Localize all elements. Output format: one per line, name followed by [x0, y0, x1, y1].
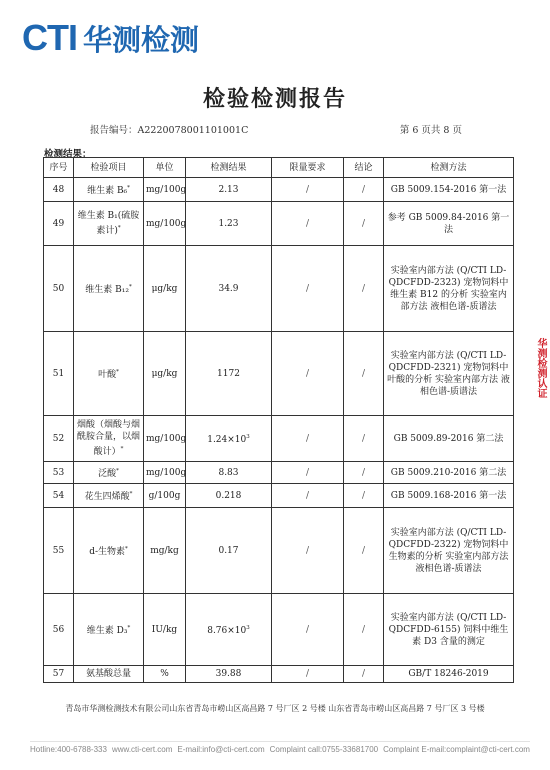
cell-item: d-生物素*	[74, 508, 144, 594]
cell-conclusion: /	[344, 178, 384, 202]
cell-limit: /	[272, 332, 344, 416]
header-method: 检测方法	[384, 158, 514, 178]
cell-result: 0.218	[186, 484, 272, 508]
company-logo	[22, 18, 199, 58]
header-no: 序号	[44, 158, 74, 178]
cell-conclusion: /	[344, 416, 384, 462]
table-row	[44, 332, 514, 416]
cell-unit: μg/kg	[144, 332, 186, 416]
table-header-row	[44, 158, 514, 178]
cell-method: GB 5009.154-2016 第一法	[384, 178, 514, 202]
table-row	[44, 666, 514, 683]
cell-method: 参考 GB 5009.84-2016 第一法	[384, 202, 514, 246]
footer-complaint-email[interactable]: Complaint E-mail:complaint@cti-cert.com	[383, 745, 530, 754]
page-info: 第 6 页共 8 页	[399, 125, 462, 136]
cell-unit: mg/100g	[144, 416, 186, 462]
table-row	[44, 416, 514, 462]
cell-no: 51	[44, 332, 74, 416]
table-row	[44, 594, 514, 666]
cell-method: 实验室内部方法 (Q/CTI LD-QDCFDD-6155) 饲料中维生素 D3 含量的测定	[384, 594, 514, 666]
cell-no: 55	[44, 508, 74, 594]
cell-conclusion: /	[344, 666, 384, 683]
cell-conclusion: /	[344, 332, 384, 416]
cell-conclusion: /	[344, 246, 384, 332]
cell-method: GB 5009.168-2016 第一法	[384, 484, 514, 508]
cell-item: 维生素 B₆*	[74, 178, 144, 202]
cell-no: 57	[44, 666, 74, 683]
cell-result: 0.17	[186, 508, 272, 594]
results-table	[43, 157, 514, 683]
cell-result: 1.23	[186, 202, 272, 246]
table-row	[44, 246, 514, 332]
header-limit: 限量要求	[272, 158, 344, 178]
cell-limit: /	[272, 462, 344, 484]
cell-item: 维生素 B₁₂*	[74, 246, 144, 332]
cell-result: $1.24\times 10^3$	[186, 416, 272, 462]
cell-method: 实验室内部方法 (Q/CTI LD-QDCFDD-2323) 宠物饲料中维生素 B12 的分析 实验室内部方法 液相色谱-质谱法	[384, 246, 514, 332]
cell-result: 1172	[186, 332, 272, 416]
cell-method: GB 5009.210-2016 第二法	[384, 462, 514, 484]
cell-result: 34.9	[186, 246, 272, 332]
cell-result: 2.13	[186, 178, 272, 202]
footer-complaint-call: Complaint call:0755-33681700	[269, 745, 379, 754]
cell-item: 维生素 D₃*	[74, 594, 144, 666]
cell-item: 烟酸（烟酸与烟酰胺合量，以烟酸计）*	[74, 416, 144, 462]
cell-unit: mg/100g	[144, 202, 186, 246]
red-stamp: 华测检测认证	[535, 338, 546, 398]
header-conclusion: 结论	[344, 158, 384, 178]
cell-conclusion: /	[344, 484, 384, 508]
cell-item: 维生素 B₁(硫胺素计)*	[74, 202, 144, 246]
cell-conclusion: /	[344, 508, 384, 594]
cell-limit: /	[272, 246, 344, 332]
cell-no: 48	[44, 178, 74, 202]
table-row	[44, 484, 514, 508]
table-row	[44, 178, 514, 202]
footer	[30, 741, 530, 759]
table-row	[44, 508, 514, 594]
cell-result: 8.83	[186, 462, 272, 484]
header-unit: 单位	[144, 158, 186, 178]
header-item: 检验项目	[74, 158, 144, 178]
cell-item: 氨基酸总量	[74, 666, 144, 683]
company-address: 青岛市华测检测技术有限公司山东省青岛市崂山区高昌路 7 号厂区 2 号楼 山东省青岛市崂山区高昌路 7 号厂区 3 号楼	[65, 704, 485, 713]
cell-method: GB/T 18246-2019	[384, 666, 514, 683]
cell-limit: /	[272, 484, 344, 508]
cell-conclusion: /	[344, 202, 384, 246]
header-result: 检测结果	[186, 158, 272, 178]
footer-website[interactable]: www.cti-cert.com	[111, 745, 173, 754]
cell-limit: /	[272, 178, 344, 202]
cell-no: 49	[44, 202, 74, 246]
results-label: 检测结果：	[44, 149, 92, 160]
cell-unit: mg/100g	[144, 178, 186, 202]
cell-conclusion: /	[344, 594, 384, 666]
cell-item: 叶酸*	[74, 332, 144, 416]
cell-limit: /	[272, 202, 344, 246]
footer-hotline: Hotline:400-6788-333	[30, 745, 107, 754]
cell-no: 52	[44, 416, 74, 462]
cell-unit: %	[144, 666, 186, 683]
cell-unit: mg/100g	[144, 462, 186, 484]
report-number: 报告编号：A2220078001101001C	[90, 125, 249, 136]
cell-unit: IU/kg	[144, 594, 186, 666]
logo-name: 华测检测	[83, 22, 200, 57]
page-title: 检验检测报告	[202, 86, 347, 112]
cell-limit: /	[272, 666, 344, 683]
cell-unit: g/100g	[144, 484, 186, 508]
cell-method: 实验室内部方法 (Q/CTI LD-QDCFDD-2321) 宠物饲料中叶酸的分析 实验室内部方法 液相色谱-质谱法	[384, 332, 514, 416]
footer-email[interactable]: E-mail:info@cti-cert.com	[177, 745, 265, 754]
cell-item: 泛酸*	[74, 462, 144, 484]
cell-method: GB 5009.89-2016 第二法	[384, 416, 514, 462]
cell-no: 53	[44, 462, 74, 484]
table-row	[44, 202, 514, 246]
cell-unit: mg/kg	[144, 508, 186, 594]
cell-limit: /	[272, 508, 344, 594]
logo-brand: CTI	[22, 17, 77, 58]
table-row	[44, 462, 514, 484]
cell-item: 花生四烯酸*	[74, 484, 144, 508]
cell-method: 实验室内部方法 (Q/CTI LD-QDCFDD-2322) 宠物饲料中生物素的分析 实验室内部方法 液相色谱-质谱法	[384, 508, 514, 594]
cell-result: $8.76\times 10^3$	[186, 594, 272, 666]
cell-limit: /	[272, 416, 344, 462]
cell-conclusion: /	[344, 462, 384, 484]
cell-limit: /	[272, 594, 344, 666]
cell-unit: μg/kg	[144, 246, 186, 332]
cell-no: 50	[44, 246, 74, 332]
cell-no: 56	[44, 594, 74, 666]
cell-no: 54	[44, 484, 74, 508]
cell-result: 39.88	[186, 666, 272, 683]
